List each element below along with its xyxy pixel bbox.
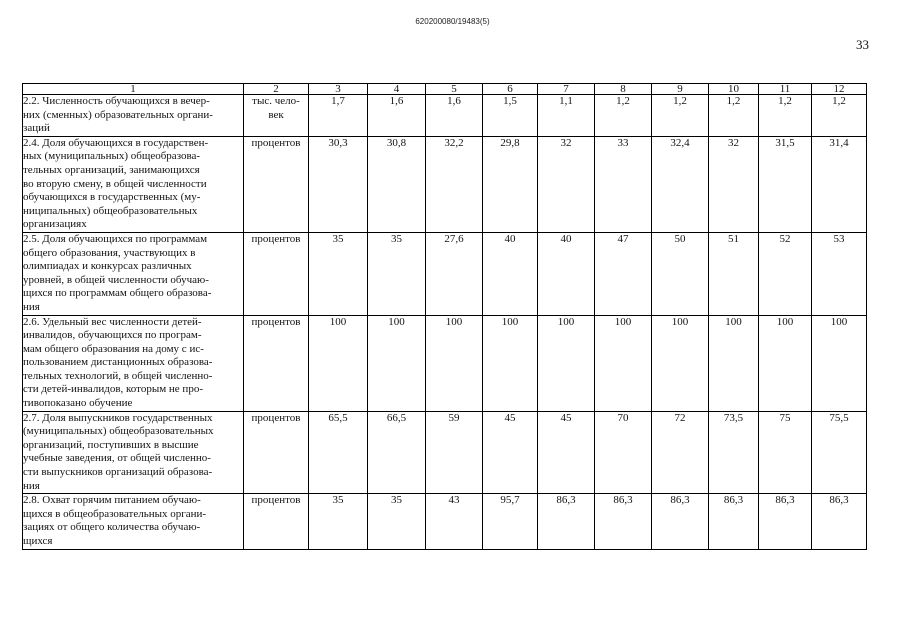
value-cell: 66,5: [368, 411, 426, 494]
value-cell: 100: [595, 315, 652, 411]
indicator-label-cell: [23, 411, 244, 494]
value-cell: 1,2: [709, 95, 759, 137]
unit-line: процентов: [251, 232, 301, 245]
value-cell: 100: [309, 315, 368, 411]
value-cell: 73,5: [709, 411, 759, 494]
column-number-header: 4: [368, 84, 426, 95]
indicator-label-line: 2.5. Доля обучающихся по программам: [23, 232, 208, 245]
value-cell: 100: [483, 315, 538, 411]
indicator-label-line: ных (муниципальных) общеобразова-: [23, 150, 201, 163]
value-cell: 1,2: [812, 95, 867, 137]
value-cell: 1,2: [595, 95, 652, 137]
indicator-label-line: пользованием дистанционных образова-: [23, 356, 213, 369]
value-cell: 35: [368, 232, 426, 315]
value-cell: 86,3: [538, 494, 595, 549]
column-number-header: 10: [709, 84, 759, 95]
value-cell: 1,6: [426, 95, 483, 137]
indicator-label-line: мам общего образования на дому с ис-: [23, 342, 204, 355]
indicator-label-line: общего образования, участвующих в: [23, 246, 196, 259]
value-cell: 45: [483, 411, 538, 494]
indicator-label-line: 2.7. Доля выпускников государственных: [23, 411, 213, 424]
value-cell: 45: [538, 411, 595, 494]
indicator-label-line: олимпиадах и конкурсах различных: [23, 260, 192, 273]
value-cell: 100: [709, 315, 759, 411]
indicator-label-line: ния: [23, 479, 40, 492]
indicator-label-line: 2.6. Удельный вес численности детей-: [23, 315, 202, 328]
value-cell: 32,4: [652, 136, 709, 232]
column-number-header: 3: [309, 84, 368, 95]
value-cell: 40: [483, 232, 538, 315]
indicator-label-line: организаций, поступивших в высшие: [23, 438, 199, 451]
value-cell: 1,2: [652, 95, 709, 137]
value-cell: 43: [426, 494, 483, 549]
indicator-label-line: сти выпускников организаций образова-: [23, 466, 213, 479]
unit-line: век: [268, 108, 284, 121]
column-number-header: 6: [483, 84, 538, 95]
value-cell: 86,3: [759, 494, 812, 549]
indicator-label-line: учебные заведения, от общей численно-: [23, 452, 211, 465]
table-row: [23, 95, 867, 137]
indicator-label-line: сти детей-инвалидов, которым не про-: [23, 383, 203, 396]
indicator-label-cell: [23, 494, 244, 549]
page-number: 33: [856, 37, 869, 52]
document-code: 620200080/19483(5): [415, 17, 490, 26]
value-cell: 31,5: [759, 136, 812, 232]
value-cell: 35: [368, 494, 426, 549]
indicator-label-line: тивопоказано обучение: [23, 397, 133, 410]
indicator-label-line: уровней, в общей численности обучаю-: [23, 273, 209, 286]
value-cell: 65,5: [309, 411, 368, 494]
indicator-label-line: ниципальных) общеобразовательных: [23, 204, 198, 217]
value-cell: 72: [652, 411, 709, 494]
indicator-label-line: них (сменных) образовательных органи-: [23, 108, 213, 121]
unit-cell: [244, 95, 309, 137]
column-number-header: 11: [759, 84, 812, 95]
indicator-label-cell: [23, 136, 244, 232]
table-row: [23, 136, 867, 232]
unit-cell: [244, 136, 309, 232]
value-cell: 75,5: [812, 411, 867, 494]
column-number-header: 9: [652, 84, 709, 95]
unit-cell: [244, 494, 309, 549]
unit-line: процентов: [251, 411, 301, 424]
value-cell: 100: [652, 315, 709, 411]
table-row: [23, 494, 867, 549]
value-cell: 52: [759, 232, 812, 315]
indicator-label-line: во вторую смену, в общей численности: [23, 177, 207, 190]
value-cell: 59: [426, 411, 483, 494]
value-cell: 1,6: [368, 95, 426, 137]
indicator-label-cell: [23, 315, 244, 411]
column-number-header: 8: [595, 84, 652, 95]
column-number-header: 12: [812, 84, 867, 95]
column-number-header: 2: [244, 84, 309, 95]
unit-line: процентов: [251, 494, 301, 507]
indicator-label-line: тельных технологий, в общей численно-: [23, 369, 213, 382]
value-cell: 86,3: [709, 494, 759, 549]
value-cell: 30,8: [368, 136, 426, 232]
value-cell: 32,2: [426, 136, 483, 232]
value-cell: 35: [309, 232, 368, 315]
indicator-label-line: ния: [23, 300, 40, 313]
value-cell: 100: [812, 315, 867, 411]
column-number-header: 7: [538, 84, 595, 95]
column-number-header: 5: [426, 84, 483, 95]
unit-cell: [244, 232, 309, 315]
indicator-label-line: щихся: [23, 535, 53, 547]
table-row: [23, 315, 867, 411]
value-cell: 29,8: [483, 136, 538, 232]
indicator-label-cell: [23, 232, 244, 315]
value-cell: 86,3: [652, 494, 709, 549]
table-row: [23, 411, 867, 494]
value-cell: 1,5: [483, 95, 538, 137]
value-cell: 70: [595, 411, 652, 494]
unit-line: тыс. чело-: [252, 95, 300, 107]
unit-line: процентов: [251, 136, 301, 149]
indicator-label-line: инвалидов, обучающихся по програм-: [23, 329, 202, 342]
value-cell: 100: [759, 315, 812, 411]
value-cell: 47: [595, 232, 652, 315]
indicator-label-line: щихся по программам общего образова-: [23, 287, 212, 300]
value-cell: 27,6: [426, 232, 483, 315]
value-cell: 53: [812, 232, 867, 315]
unit-cell: [244, 411, 309, 494]
indicator-label-cell: [23, 95, 244, 137]
value-cell: 1,1: [538, 95, 595, 137]
value-cell: 30,3: [309, 136, 368, 232]
value-cell: 100: [426, 315, 483, 411]
table-body: [23, 84, 867, 550]
indicator-label-line: щихся в общеобразовательных органи-: [23, 507, 207, 520]
indicator-label-line: 2.2. Численность обучающихся в вечер-: [23, 95, 210, 107]
value-cell: 35: [309, 494, 368, 549]
indicator-label-line: организациях: [23, 218, 87, 231]
value-cell: 31,4: [812, 136, 867, 232]
value-cell: 32: [709, 136, 759, 232]
value-cell: 95,7: [483, 494, 538, 549]
unit-line: процентов: [251, 315, 301, 328]
value-cell: 33: [595, 136, 652, 232]
indicator-label-line: зациях от общего количества обучаю-: [23, 521, 201, 534]
table-row: [23, 232, 867, 315]
value-cell: 100: [538, 315, 595, 411]
value-cell: 51: [709, 232, 759, 315]
indicator-label-line: (муниципальных) общеобразовательных: [23, 425, 214, 438]
value-cell: 75: [759, 411, 812, 494]
indicator-label-line: обучающихся в государственных (му-: [23, 191, 201, 204]
table-header-row: [23, 84, 867, 95]
value-cell: 86,3: [812, 494, 867, 549]
value-cell: 1,7: [309, 95, 368, 137]
value-cell: 32: [538, 136, 595, 232]
value-cell: 1,2: [759, 95, 812, 137]
value-cell: 100: [368, 315, 426, 411]
value-cell: 40: [538, 232, 595, 315]
value-cell: 50: [652, 232, 709, 315]
value-cell: 86,3: [595, 494, 652, 549]
indicator-label-line: тельных организаций, занимающихся: [23, 163, 200, 176]
unit-cell: [244, 315, 309, 411]
indicator-label-line: 2.4. Доля обучающихся в государствен-: [23, 136, 209, 149]
indicator-label-line: заций: [23, 122, 50, 135]
column-number-header: 1: [23, 84, 244, 95]
indicator-label-line: 2.8. Охват горячим питанием обучаю-: [23, 494, 201, 507]
indicators-table: [22, 83, 867, 550]
